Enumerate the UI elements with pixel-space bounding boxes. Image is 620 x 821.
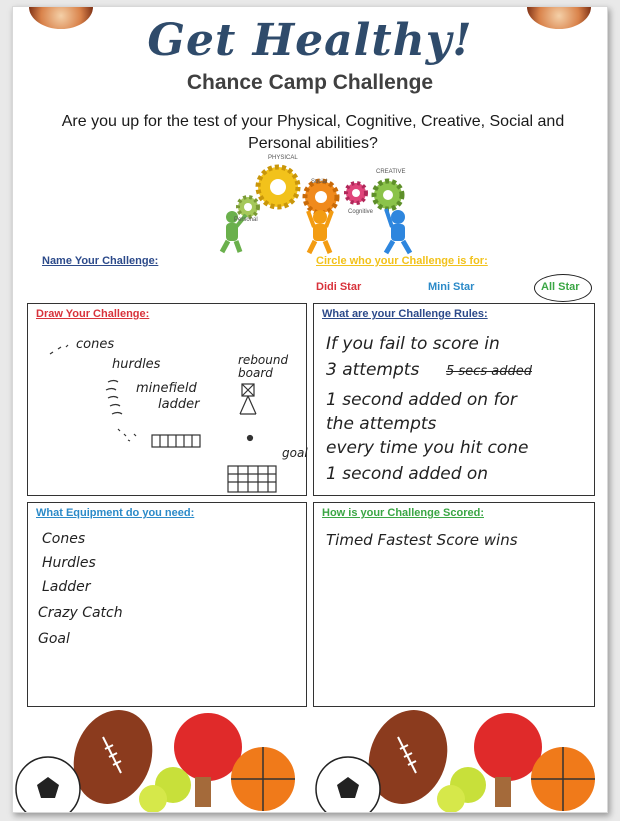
challenge-rules-box: [313, 303, 595, 496]
equipment-item-crazy-catch: Crazy Catch: [38, 605, 123, 621]
sketch-label-ladder: ladder: [158, 397, 200, 412]
sports-balls-svg: [13, 707, 607, 812]
draw-challenge-heading: Draw Your Challenge:: [36, 308, 150, 320]
equipment-item-goal: Goal: [38, 631, 70, 647]
gear-yellow-icon: [258, 167, 298, 207]
gear-label-social: Social: [311, 179, 328, 185]
challenge-sketch: [28, 304, 306, 495]
person-orange-icon: [308, 210, 332, 253]
star-option-mini[interactable]: Mini Star: [428, 281, 475, 293]
equipment-heading: What Equipment do you need:: [36, 507, 195, 519]
person-blue-icon: [386, 209, 410, 253]
gear-small-green-icon: [238, 197, 258, 217]
gear-label-creative: CREATIVE: [376, 169, 406, 175]
circled-selection-mark: [534, 274, 592, 302]
sports-balls-footer: [13, 707, 607, 812]
soccer-ball-icon-2: [316, 757, 380, 812]
scoring-answer: Timed Fastest Score wins: [326, 531, 518, 549]
gear-people-illustration: [208, 155, 418, 255]
scoring-box: [313, 502, 595, 707]
rule-line-1: If you fail to score in: [326, 334, 500, 354]
rule-line-5: every time you hit cone: [326, 438, 529, 458]
rule-crossed-out: 5 secs added: [446, 364, 532, 379]
sketch-label-hurdles: hurdles: [112, 357, 161, 372]
equipment-box: [27, 502, 307, 707]
rule-line-3: 1 second added on for: [326, 390, 517, 410]
sketch-label-rebound-board: rebound board: [238, 353, 289, 380]
hurdles-marks: [106, 381, 122, 415]
ball-drawing: [248, 436, 253, 441]
worksheet-page: [12, 6, 608, 813]
page-title: Get Healthy!: [147, 15, 473, 66]
circle-challenge-label: Circle who your Challenge is for:: [316, 255, 488, 267]
soccer-ball-icon: [16, 757, 80, 812]
gear-label-personal: Personal: [234, 217, 258, 223]
page-subtitle: Chance Camp Challenge: [186, 71, 434, 94]
rule-line-2: 3 attempts: [326, 360, 420, 380]
equipment-item-ladder: Ladder: [42, 579, 91, 595]
draw-challenge-box: [27, 303, 307, 496]
basketball-icon-2: [531, 747, 595, 811]
sketch-label-cones: cones: [76, 337, 115, 352]
rule-line-6: 1 second added on: [326, 464, 489, 484]
basketball-icon: [231, 747, 295, 811]
gear-orange-icon: [305, 181, 337, 213]
equipment-item-cones: Cones: [42, 531, 86, 547]
tennis-ball-icon-2: [437, 767, 486, 812]
challenge-rules-heading: What are your Challenge Rules:: [322, 308, 488, 320]
sketch-label-goal: goal: [282, 446, 308, 460]
name-challenge-label: Name Your Challenge:: [42, 255, 159, 267]
gear-label-cognitive: Cognitive: [348, 209, 374, 215]
minefield-marks: [118, 429, 136, 441]
paddle-icon-2: [474, 713, 542, 807]
gear-pink-icon: [346, 183, 366, 203]
scoring-heading: How is your Challenge Scored:: [322, 507, 484, 519]
star-option-all[interactable]: All Star: [541, 281, 580, 293]
gear-label-physical: PHYSICAL: [268, 155, 298, 161]
star-option-didi[interactable]: Didi Star: [316, 281, 362, 293]
cones-marks: [50, 345, 68, 354]
rule-line-4: the attempts: [326, 414, 437, 434]
gear-green-icon: [374, 181, 402, 209]
intro-question: Are you up for the test of your Physical, Cognitive, Creative, Social and Personal abilities?: [61, 113, 565, 152]
sketch-label-minefield: minefield: [136, 381, 197, 396]
equipment-item-hurdles: Hurdles: [42, 555, 96, 571]
goal-drawing: [228, 466, 276, 492]
